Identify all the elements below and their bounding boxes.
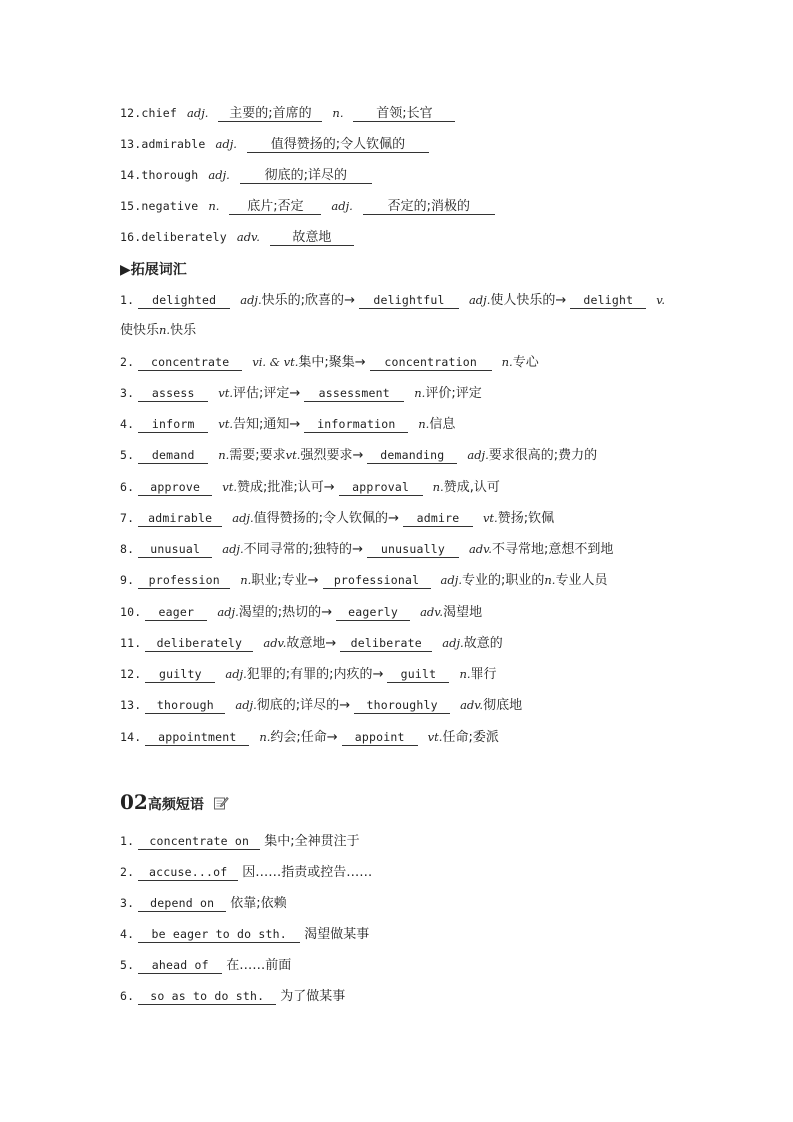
expand-item-continuation <box>120 321 196 340</box>
expand-item <box>120 634 503 653</box>
arrow-icon: → <box>307 573 319 588</box>
item-number: 1. <box>120 293 135 307</box>
expand-item <box>120 540 613 559</box>
phrase-item <box>120 832 360 851</box>
meaning: 渴望做某事 <box>304 927 370 942</box>
expand-vocab-heading: ▶拓展词汇 <box>120 262 187 278</box>
answer-blank: demand <box>138 448 208 464</box>
arrow-icon: → <box>323 480 335 495</box>
arrow-icon: → <box>352 448 364 463</box>
part-of-speech: adj. <box>186 106 209 120</box>
meaning: 在……前面 <box>226 958 292 973</box>
part-of-speech: adj. <box>467 448 489 462</box>
phrase-item <box>120 956 291 975</box>
answer-blank: inform <box>138 417 208 433</box>
meaning: 职业;专业 <box>251 573 308 588</box>
item-number: 6. <box>120 480 135 494</box>
expand-item <box>120 696 522 715</box>
expand-item <box>120 728 499 747</box>
meaning: 需要;要求 <box>229 448 286 463</box>
expand-item <box>120 415 455 434</box>
phrase-item <box>120 925 369 944</box>
part-of-speech: adj. <box>215 137 237 151</box>
answer-blank: guilty <box>145 667 215 683</box>
answer-blank: 否定的;消极的 <box>363 199 495 215</box>
vocab-word: deliberately <box>141 230 227 244</box>
item-number: 7. <box>120 511 135 525</box>
answer-blank: professional <box>323 573 431 589</box>
answer-blank: thoroughly <box>354 698 450 714</box>
part-of-speech: vi. & vt. <box>252 355 299 369</box>
answer-blank: delight <box>570 293 646 309</box>
answer-blank: concentrate <box>138 355 242 371</box>
expand-item <box>120 446 597 465</box>
meaning: 快乐的;欣喜的 <box>261 293 345 308</box>
part-of-speech: adj. <box>468 293 491 307</box>
answer-blank: 彻底的;详尽的 <box>240 168 372 184</box>
part-of-speech: adj. <box>225 667 247 681</box>
answer-blank: 故意地 <box>270 230 354 246</box>
part-of-speech: adv. <box>420 605 444 619</box>
part-of-speech: adv. <box>468 542 492 556</box>
section-number: 02 <box>120 790 148 814</box>
answer-blank: 值得赞扬的;令人钦佩的 <box>247 137 429 153</box>
part-of-speech: n. <box>332 106 344 120</box>
meaning: 彻底的;详尽的 <box>256 698 340 713</box>
arrow-icon: → <box>325 636 337 651</box>
answer-blank: eagerly <box>336 605 410 621</box>
answer-blank: unusually <box>367 542 459 558</box>
arrow-icon: → <box>372 667 384 682</box>
part-of-speech: vt. <box>218 417 233 431</box>
vocab-word: negative <box>141 199 199 213</box>
item-number: 14. <box>120 168 142 182</box>
answer-blank: approval <box>339 480 423 496</box>
meaning: 赞扬;钦佩 <box>497 511 555 526</box>
arrow-icon: → <box>339 698 351 713</box>
answer-blank: guilt <box>387 667 449 683</box>
part-of-speech: adv. <box>236 230 260 244</box>
arrow-icon: → <box>388 511 399 526</box>
answer-blank: appointment <box>145 730 249 746</box>
item-number: 13. <box>120 698 142 712</box>
part-of-speech: adv. <box>263 636 287 650</box>
arrow-icon: → <box>326 730 338 745</box>
answer-blank: 主要的;首席的 <box>218 106 322 122</box>
vocab-item <box>120 135 429 153</box>
item-number: 5. <box>120 448 135 462</box>
meaning: 要求很高的;费力的 <box>488 448 598 463</box>
item-number: 12. <box>120 667 142 681</box>
vocab-word: admirable <box>141 137 206 151</box>
meaning: 告知;通知 <box>233 417 290 432</box>
part-of-speech: n. <box>218 448 230 462</box>
meaning: 约会;任命 <box>270 730 327 745</box>
part-of-speech: adj. <box>232 511 254 525</box>
part-of-speech: n. <box>459 667 471 681</box>
answer-blank: delighted <box>138 293 230 309</box>
part-of-speech: n. <box>418 417 430 431</box>
expand-item <box>120 291 665 310</box>
arrow-icon: → <box>289 386 301 401</box>
meaning: 赞成,认可 <box>443 480 500 495</box>
vocab-word: thorough <box>141 168 199 182</box>
meaning: 渴望的;热切的 <box>238 605 322 620</box>
part-of-speech: vt. <box>482 511 498 525</box>
vocab-item <box>120 228 354 246</box>
part-of-speech: vt. <box>218 386 233 400</box>
answer-blank: delightful <box>359 293 459 309</box>
expand-item <box>120 665 497 684</box>
answer-blank: profession <box>138 573 230 589</box>
meaning: 使人快乐的 <box>490 293 556 308</box>
part-of-speech: v. <box>656 293 666 307</box>
item-number: 8. <box>120 542 135 556</box>
part-of-speech: adj. <box>240 293 262 307</box>
answer-blank: 首领;长官 <box>353 106 455 122</box>
item-number: 3. <box>120 896 135 910</box>
answer-blank: thorough <box>145 698 225 714</box>
meaning: 依靠;依赖 <box>230 896 287 911</box>
part-of-speech: adj. <box>208 168 230 182</box>
answer-blank: so as to do sth. <box>138 989 276 1005</box>
pencil-paper-icon <box>213 795 229 815</box>
answer-blank: information <box>304 417 408 433</box>
item-number: 13. <box>120 137 142 151</box>
answer-blank: be eager to do sth. <box>138 927 300 943</box>
meaning: 集中;全神贯注于 <box>264 834 360 849</box>
item-number: 3. <box>120 386 135 400</box>
arrow-icon: → <box>321 605 333 620</box>
part-of-speech: adj. <box>442 636 464 650</box>
part-of-speech: n. <box>501 355 513 369</box>
answer-blank: demanding <box>367 448 457 464</box>
answer-blank: deliberately <box>145 636 253 652</box>
answer-blank: admirable <box>138 511 222 527</box>
meaning: 使快乐 <box>120 323 160 338</box>
item-number: 5. <box>120 958 135 972</box>
expand-item <box>120 571 607 590</box>
answer-blank: depend on <box>138 896 226 912</box>
item-number: 1. <box>120 834 135 848</box>
item-number: 12. <box>120 106 142 120</box>
meaning: 赞成;批准;认可 <box>237 480 324 495</box>
vocab-item <box>120 104 455 122</box>
answer-blank: 底片;否定 <box>229 199 321 215</box>
meaning: 快乐 <box>170 323 197 338</box>
meaning: 评估;评定 <box>233 386 290 401</box>
meaning: 信息 <box>429 417 456 432</box>
meaning: 渴望地 <box>443 605 483 620</box>
part-of-speech: n. <box>240 573 252 587</box>
meaning: 不同寻常的;独特的 <box>243 542 353 557</box>
meaning: 犯罪的;有罪的;内疚的 <box>246 667 373 682</box>
section-title: 高频短语 <box>147 797 204 813</box>
vocab-item <box>120 166 372 184</box>
vocab-word: chief <box>141 106 177 120</box>
answer-blank: approve <box>138 480 212 496</box>
meaning: 集中;聚集 <box>298 355 355 370</box>
answer-blank: appoint <box>342 730 418 746</box>
item-number: 14. <box>120 730 142 744</box>
part-of-speech: adj. <box>235 698 257 712</box>
item-number: 15. <box>120 199 142 213</box>
item-number: 6. <box>120 989 135 1003</box>
answer-blank: admire <box>403 511 473 527</box>
item-number: 2. <box>120 865 135 879</box>
part-of-speech: vt. <box>222 480 237 494</box>
item-number: 4. <box>120 927 135 941</box>
expand-item <box>120 603 482 622</box>
item-number: 11. <box>120 636 142 650</box>
section-heading <box>120 790 229 815</box>
answer-blank: eager <box>145 605 207 621</box>
answer-blank: assessment <box>304 386 404 402</box>
meaning: 专业的;职业的 <box>462 573 545 588</box>
part-of-speech: n. <box>432 480 444 494</box>
expand-item <box>120 384 482 403</box>
meaning: 专心 <box>512 355 539 370</box>
arrow-icon: → <box>344 293 355 308</box>
phrase-item <box>120 987 345 1006</box>
arrow-icon: → <box>289 417 301 432</box>
meaning: 专业人员 <box>555 573 608 588</box>
part-of-speech: n. <box>414 386 426 400</box>
vocab-item <box>120 197 495 215</box>
answer-blank: concentration <box>370 355 492 371</box>
arrow-icon: → <box>354 355 366 370</box>
phrase-item <box>120 863 372 882</box>
answer-blank: ahead of <box>138 958 222 974</box>
part-of-speech: adj. <box>222 542 244 556</box>
meaning: 任命;委派 <box>442 730 499 745</box>
item-number: 10. <box>120 605 142 619</box>
meaning: 值得赞扬的;令人钦佩的 <box>253 511 389 526</box>
meaning: 故意地 <box>286 636 326 651</box>
phrase-item <box>120 894 287 913</box>
part-of-speech: n. <box>159 323 171 337</box>
arrow-icon: → <box>352 542 363 557</box>
item-number: 9. <box>120 573 135 587</box>
meaning: 因……指责或控告…… <box>242 865 373 880</box>
meaning: 彻底地 <box>483 698 523 713</box>
part-of-speech: n. <box>544 573 556 587</box>
part-of-speech: vt. <box>285 448 301 462</box>
meaning: 故意的 <box>463 636 503 651</box>
meaning: 强烈要求 <box>300 448 353 463</box>
meaning: 罪行 <box>470 667 497 682</box>
answer-blank: unusual <box>138 542 212 558</box>
meaning: 不寻常地;意想不到地 <box>491 542 614 557</box>
part-of-speech: adv. <box>460 698 484 712</box>
expand-item <box>120 478 500 497</box>
item-number: 16. <box>120 230 142 244</box>
expand-item <box>120 509 554 528</box>
answer-blank: accuse...of <box>138 865 238 881</box>
expand-item <box>120 353 539 372</box>
answer-blank: assess <box>138 386 208 402</box>
item-number: 4. <box>120 417 135 431</box>
part-of-speech: n. <box>208 199 220 213</box>
arrow-icon: → <box>555 293 567 308</box>
answer-blank: concentrate on <box>138 834 260 850</box>
part-of-speech: adj. <box>440 573 462 587</box>
part-of-speech: vt. <box>427 730 443 744</box>
part-of-speech: adj. <box>217 605 239 619</box>
part-of-speech: n. <box>259 730 271 744</box>
part-of-speech: adj. <box>331 199 353 213</box>
meaning: 评价;评定 <box>425 386 482 401</box>
meaning: 为了做某事 <box>280 989 346 1004</box>
item-number: 2. <box>120 355 135 369</box>
answer-blank: deliberate <box>340 636 432 652</box>
